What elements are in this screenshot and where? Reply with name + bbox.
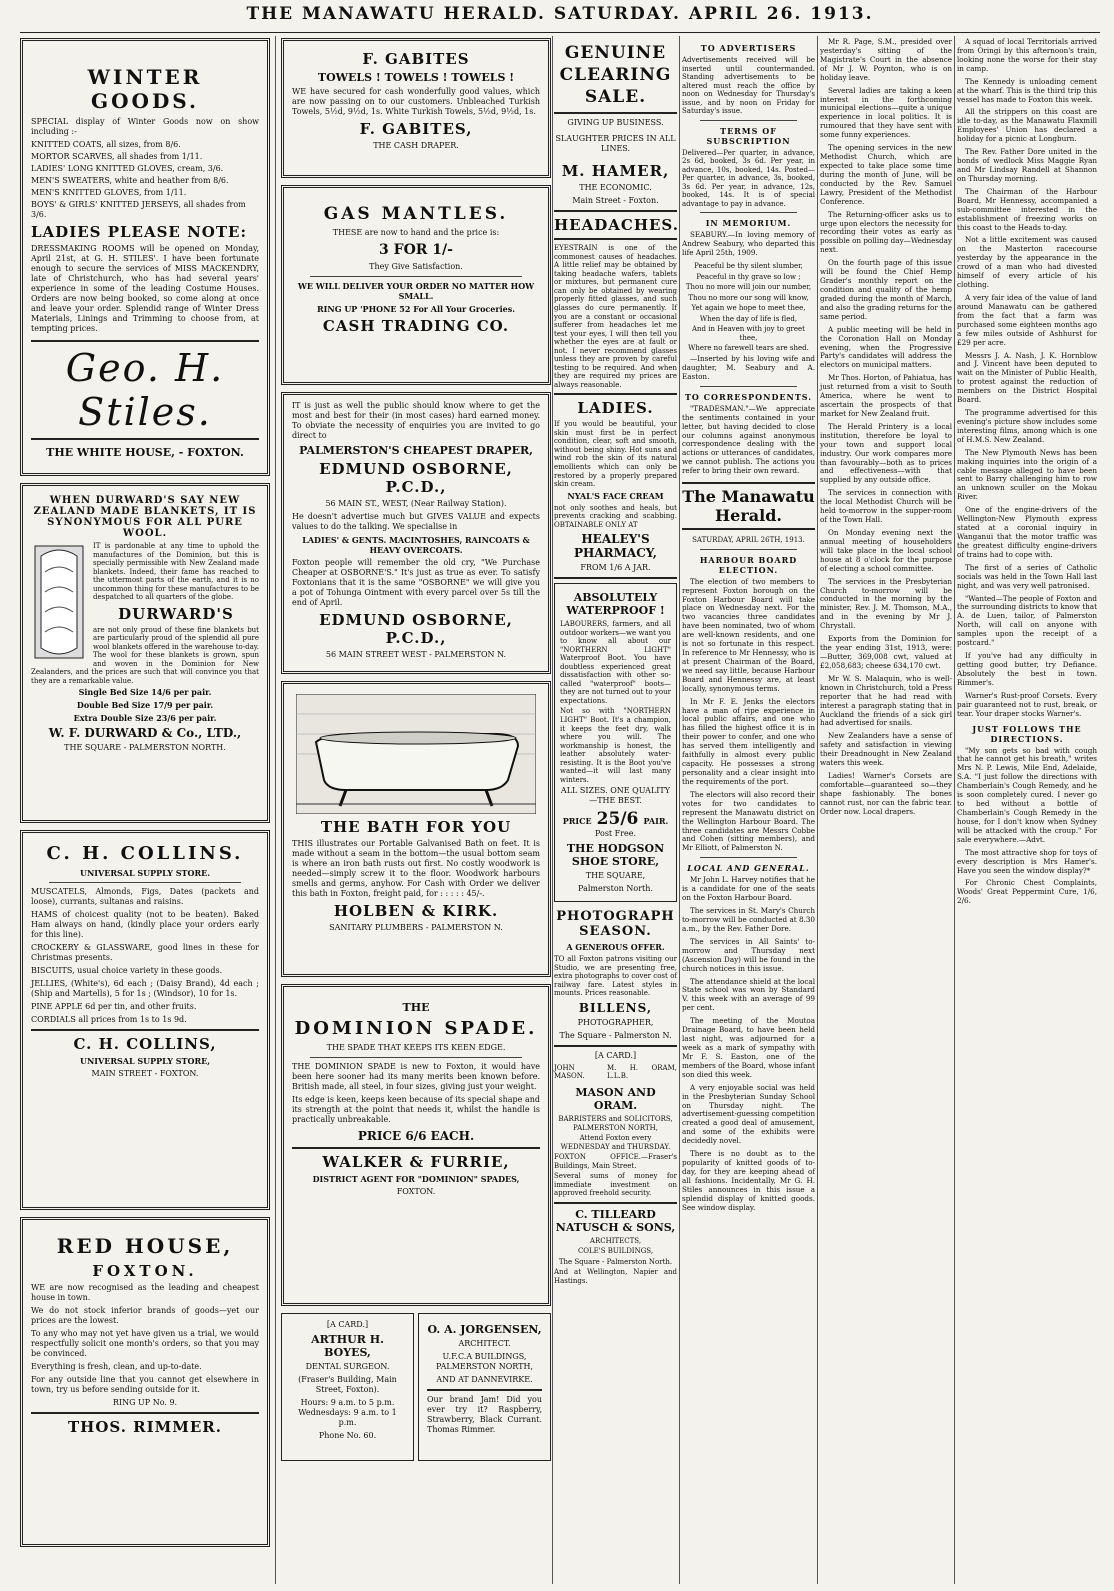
news-item: On Monday evening next the annual meeting of householders will take place in the local school house at 8 o'clock for the purpose of electing a school committee. <box>820 528 952 573</box>
news-item: Mr W. S. Malaquin, who is well-known in Christchurch, told a Press reporter that he had read with interest a paragraph stating that in Auckland the friends of a sick girl had advertised for snails. <box>820 673 952 728</box>
column-divider <box>679 36 680 1584</box>
follows-text: "My son gets so bad with cough that he cannot get his breath," writes Mrs N. P. Lewis, Mile End, Adelaide, S.A. "I just follow the directions with Chamberlain's Cough Remedy, and he is soon completely cured. I never go to bed without a bottle of Chamberlain's Cough Remedy in the house, for I don't know when Sydney will be attacked with the croup." For sale everywhere.—Advt. <box>957 745 1097 844</box>
durward-address: THE SQUARE - PALMERSTON NORTH. <box>64 743 226 753</box>
red-house-para: Everything is fresh, clean, and up-to-date. <box>31 1362 202 1371</box>
gabites-footer: F. GABITES, <box>359 120 473 138</box>
gabites-towels: TOWELS ! TOWELS ! TOWELS ! <box>317 71 515 84</box>
news-item: The services in the Presbyterian Church to-morrow will be conducted in the morning by the minister, Rev. J. M. Thomson, M.A., and in the evening by Mr J. Chrystall. <box>820 576 952 631</box>
collins-item: MUSCATELS, Almonds, Figs, Dates (packets and loose), currants, sultanas and raisins. <box>31 887 259 906</box>
card-row <box>281 1313 551 1461</box>
jorgensen-name: O. A. JORGENSEN, <box>427 1323 542 1336</box>
collins-item: PINE APPLE 6d per tin, and other fruits. <box>31 1002 197 1011</box>
gabites-footer-sub: THE CASH DRAPER. <box>373 141 459 150</box>
spade-price: PRICE 6/6 EACH. <box>357 1129 475 1143</box>
osborne-text-3: Foxton people will remember the old cry, "We Purchase Cheaper at OSBORNE'S." It's just as true as ever. To satisfy Foxtonians that it is the same "OSBORNE" we will give you a pot of Tohunga Ointment with every parcel over 5s till the end of April. <box>292 558 540 607</box>
mason-office: FOXTON OFFICE.—Fraser's Buildings, Main Street. <box>554 1153 677 1170</box>
harbour-para: The election of two members to represent Foxton borough on the Foxton Harbour Board will take place on Wednesday next. For the two vacancies three candidates have been nominated, two of whom are well-known residents, and one is not so fortunate in this respect. In reference to Mr Hennessy, who is at present Chairman of the Board, we need say little, because Harbour Board and Hennessy are, at least locally, synonymous terms. <box>682 576 815 693</box>
hodgson-square: THE SQUARE, <box>585 871 646 881</box>
pharmacy-price: FROM 1/6 A JAR. <box>580 563 651 573</box>
news-item: The attendance shield at the local State school was won by Standard V. this week with an average of 99 per cent. <box>682 976 815 1013</box>
boyes-role: DENTAL SURGEON. <box>305 1362 390 1371</box>
news-item: The New Plymouth News has been making inquiries into the origin of a cable message alleged to have been sent to Barry challenging him to row an unknown sculler on the Mokau River. <box>957 447 1097 502</box>
bath-ad <box>281 681 551 977</box>
news-item: A very fair idea of the value of land around Manawatu can be gathered from the fact that a farm was purchased some eighteen months ago a few miles outside of Ashhurst for £29 per acre. <box>957 292 1097 347</box>
red-house-title: RED HOUSE, <box>56 1234 234 1258</box>
spade-text-1: THE DOMINION SPADE is new to Foxton, it would have been here sooner had its many merits been known before. British made, all steel, in four sizes, giving just your weight. <box>292 1062 540 1091</box>
news-item: The first of a series of Catholic socials was held in the Town Hall last night, and was very well patronised. <box>957 562 1097 590</box>
news-item: Mr R. Page, S.M., presided over yesterday's sitting of the Magistrate's Court in the absence of Mr J. W. Poynton, who is on holiday leave. <box>820 37 952 82</box>
mason-card-label: [A CARD.] <box>594 1050 637 1060</box>
advertisers-title: TO ADVERTISERS <box>700 43 797 53</box>
news-item: Mr John L. Harvey notifies that he is a candidate for one of the seats on the Foxton Harbour Board. <box>682 875 815 903</box>
gas-satisfaction: They Give Satisfaction. <box>369 262 463 271</box>
john-mason: JOHN MASON. <box>554 1063 585 1081</box>
collins-item: CORDIALS all prices from 1s to 1s 9d. <box>31 1015 187 1024</box>
gas-ring: RING UP 'PHONE 52 For All Your Groceries. <box>317 304 515 314</box>
mason-names <box>554 1064 677 1083</box>
photo-offer: A GENEROUS OFFER. <box>566 942 665 953</box>
mason-money: Several sums of money for immediate investment on approved freehold security. <box>554 1172 677 1198</box>
column-1 <box>20 38 270 1554</box>
durward-ad <box>20 483 270 823</box>
red-house-owner: THOS. RIMMER. <box>68 1418 222 1436</box>
spade-title: DOMINION SPADE. <box>294 1018 538 1039</box>
divider <box>700 120 797 121</box>
divider <box>49 882 241 883</box>
durward-brand: DURWARD'S <box>118 604 234 623</box>
jorgensen-card <box>418 1313 551 1461</box>
billens-address: The Square - Palmerston N. <box>559 1030 672 1040</box>
durward-text-2: are not only proud of these fine blankets but are particularly proud of the splendid all pure wool blankets offered in the warehouse to-day. The wool for these blankets is grown, spun and woven in the Dominion for New Zealanders, and the prices are such that will convince you that they are a remarkable value. <box>31 625 259 685</box>
news-item: The Returning-officer asks us to urge upon electors the necessity for recording their votes as early as possible on polling day—Wednesday next. <box>820 209 952 255</box>
divider <box>700 857 797 858</box>
poem-line: Where no farewell tears are shed. <box>688 344 809 353</box>
jorgensen-address: U.F.C.A BUILDINGS, PALMERSTON NORTH, <box>435 1352 533 1371</box>
stiles-signature: Geo. H. Stiles. <box>31 340 259 440</box>
harbour-title: HARBOUR BOARD ELECTION. <box>699 554 798 575</box>
column-2 <box>281 38 551 1461</box>
boyes-address: (Fraser's Building, Main Street, Foxton). <box>298 1375 397 1394</box>
divider <box>554 238 677 240</box>
price-extra: Extra Double Size 23/6 per pair. <box>73 713 217 724</box>
osborne-text-2: He doesn't advertise much but GIVES VALUE and expects values to do the talking. We specialise in <box>292 512 540 531</box>
jorgensen-address-2: AND AT DANNEVIRKE. <box>436 1375 533 1384</box>
news-item: The services in All Saints' to-morrow and Thursday next (Ascension Day) will be found in the church notices in this issue. <box>682 936 815 973</box>
list-item: LADIES' LONG KNITTED GLOVES, cream, 3/6. <box>31 164 224 173</box>
ladies-text-1: If you would be beautiful, your skin must first be in perfect condition, clear, soft and smooth, without being shiny. Hot suns and wind rob the skin of its natural emollients which can only be restored by a properly prepared skin cream. <box>554 420 677 489</box>
correspondents-text: "TRADESMAN."—We appreciate the sentiments contained in your letter, but having decided to close our columns against anonymous correspondence dealing with the actions or utterances of candidates, we cannot publish. The actions you refer to bring their own reward. <box>682 403 815 476</box>
boyes-name: ARTHUR H. BOYES, <box>311 1333 384 1359</box>
billens-name: BILLENS, <box>578 1000 653 1015</box>
mason-role: BARRISTERS and SOLICITORS, PALMERSTON NORTH, <box>558 1114 673 1132</box>
collins-title: C. H. COLLINS. <box>46 843 244 864</box>
list-item: BOYS' & GIRLS' KNITTED JERSEYS, all shades from 3/6. <box>31 200 246 219</box>
waterproof-sizes: ALL SIZES. ONE QUALITY—THE BEST. <box>560 786 671 806</box>
column-divider <box>817 36 818 1584</box>
list-item: MORTOR SCARVES, all shades from 1/11. <box>31 152 203 161</box>
red-house-para: To any who may not yet have given us a trial, we would respectfully solicit one month's orders, so that you may be convinced. <box>31 1329 259 1358</box>
gas-price: 3 FOR 1/- <box>379 242 453 258</box>
white-house-footer: THE WHITE HOUSE, - FOXTON. <box>46 446 244 459</box>
news-item: Ladies! Warner's Corsets are comfortable—guaranteed so—they shape fashionably. The bones cannot rust, nor can the fabric tear. Order now. Local drapers. <box>820 771 952 816</box>
collins-item: JELLIES, (White's), 6d each ; (Daisy Brand), 4d each ; (Ship and Martells), 5 for 1s ; (Windsor), 10 for 1s. <box>31 979 259 998</box>
red-house-phone: RING UP No. 9. <box>112 1398 178 1407</box>
correspondents-title: TO CORRESPONDENTS. <box>684 391 813 402</box>
photo-text: TO all Foxton patrons visiting our Studio, we are presenting free, extra photographs to cover cost of railway fare. Latest styles in mounts. Prices reasonable. <box>554 955 677 998</box>
price-double: Double Bed Size 17/9 per pair. <box>76 700 214 711</box>
boot-price: 25/6 <box>596 809 639 830</box>
column-5 <box>820 38 952 821</box>
harbour-para: In Mr F. E. Jenks the electors have a man of ripe experience in local public affairs, and one who has filled the highest office it is in their power to confer, and one who has served them intelligently and faithfully in almost every public capacity. He possesses a strong personality and a clear insight into the requirements of the port. <box>682 696 815 786</box>
post-free: Post Free. <box>594 829 637 839</box>
news-item: The meeting of the Moutoa Drainage Board, to have been held last night, was adjourned for a week as a mark of sympathy with Mr F. S. Easton, one of the members of the Board, whose infant son died this week. <box>682 1016 815 1079</box>
spade-the: THE <box>402 1001 430 1014</box>
divider <box>700 212 797 213</box>
mason-firm: MASON AND ORAM. <box>575 1085 656 1112</box>
hamer-sub: THE ECONOMIC. <box>579 183 652 193</box>
oram-name: M. H. ORAM, L.L.B. <box>606 1063 677 1081</box>
collins-item: BISCUITS, usual choice variety in these goods. <box>31 966 223 975</box>
news-item: The opening services in the new Methodist Church, which are expected to take place some time during the month of June, will be conducted by the Rev. Samuel Lawry, President of the Methodist Conference. <box>820 143 952 206</box>
poem-line: When the day of life is fled, <box>699 314 798 323</box>
hodgson-town: Palmerston North. <box>578 884 653 894</box>
memoriam-end: —Inserted by his loving wife and daughter, M. Seabury and A. Easton. <box>682 353 815 381</box>
divider <box>31 1029 259 1031</box>
news-item: New Zealanders have a sense of safety and satisfaction in viewing their Dreadnought in New Zealand waters this week. <box>820 731 952 768</box>
news-item: The Kennedy is unloading cement at the wharf. This is the third trip this vessel has made to Foxton this week. <box>957 76 1097 104</box>
waterproof-text-1: LABOURERS, farmers, and all outdoor workers—we want you to know all about our "NORTHERN LIGHT" Waterproof Boot. You have doubtless experienced great dissatisfaction with other so-called "waterproof" boots—they are not turned out to your expectations. <box>560 620 671 705</box>
divider <box>310 1057 522 1058</box>
divider <box>554 112 677 114</box>
collins-ad <box>20 830 270 1210</box>
collins-item: CROCKERY & GLASSWARE, good lines in these for Christmas presents. <box>31 943 259 962</box>
osborne-name: EDMUND OSBORNE, P.C.D., <box>319 460 513 496</box>
follows-title: JUST FOLLOWS THE DIRECTIONS. <box>972 723 1082 744</box>
osborne-footer: EDMUND OSBORNE, P.C.D., <box>319 611 513 647</box>
divider <box>554 210 677 212</box>
hodgson-firm: THE HODGSON SHOE STORE, <box>566 842 665 869</box>
divider <box>427 1389 542 1391</box>
collins-item: HAMS of choicest quality (not to be beaten). Baked Ham always on hand, (kindly place your orders early for this line). <box>31 910 259 939</box>
divider <box>554 393 677 395</box>
healeys-pharmacy: HEALEY'S PHARMACY, <box>574 532 657 561</box>
tilleard-role: ARCHITECTS, <box>589 1236 642 1245</box>
osborne-special: LADIES' & GENTS. MACINTOSHES, RAINCOATS & HEAVY OVERCOATS. <box>302 535 530 555</box>
news-item: Exports from the Dominion for the year ending 31st, 1913, were: —Butter, 369,008 cwt, valued at £2,058,683; cheese 634,170 cwt. <box>820 634 952 670</box>
ladies-title: LADIES. <box>577 399 654 418</box>
genuine-giving: GIVING UP BUSINESS. <box>567 118 664 128</box>
divider <box>310 276 522 277</box>
spade-firm: WALKER & FURRIE, <box>322 1153 510 1171</box>
news-item: Several ladies are taking a keen interest in the forthcoming municipal elections—quite a unique experience in local politics. It is rumoured that they have sent with some funny experiences. <box>820 85 952 140</box>
poem-line: Thou no more will join our number, <box>685 283 812 292</box>
column-6 <box>957 38 1097 910</box>
news-item: A public meeting will be held in the Coronation Hall on Monday evening, when the Progressive Party's candidates will address the electors on municipal matters. <box>820 324 952 370</box>
news-item: All the strippers on this coast are idle to-day, as the Manawatu Flaxmill Employees' Union has declared a holiday for a picnic at Longburn. <box>957 107 1097 144</box>
durward-headline: WHEN DURWARD'S SAY NEW ZEALAND MADE BLANKETS, IT IS SYNONYMOUS FOR ALL PURE WOOL. <box>33 495 257 539</box>
news-item: Messrs J. A. Nash, J. K. Hornblow and J. Vincent have been deputed to wait on the Minister of Public Health, to protest against the reduction of members on the District Hospital Board. <box>957 350 1097 405</box>
news-item: The Herald Printery is a local institution, therefore be loyal to your town and support local industry. Our work compares more than favourably—both as to prices and effectiveness—with that supplied by any outside office. <box>820 421 952 485</box>
bath-subtitle: SANITARY PLUMBERS - PALMERSTON N. <box>329 923 503 932</box>
terms-text: Delivered—Per quarter, in advance, 2s 6d, booked, 3s 6d. Per year, in advance, 10s, booked, 14s. Posted—Per quarter, in advance, 3s, booked, 3s 6d. Per year, in advance, 12s, booked, 14s. It is of special advantage to pay in advance. <box>682 148 815 208</box>
column-4 <box>682 38 815 1217</box>
mason-attend: Attend Foxton every WEDNESDAY and THURSDAY. <box>560 1134 671 1151</box>
winter-items <box>31 140 259 220</box>
winter-title: WINTER GOODS. <box>87 65 203 113</box>
boyes-card-label: [A CARD.] <box>326 1320 369 1329</box>
genuine-slaughter: SLAUGHTER PRICES IN ALL LINES. <box>555 134 676 154</box>
bath-firm: HOLBEN & KIRK. <box>333 902 499 920</box>
dominion-spade-ad <box>281 984 551 1306</box>
advertisers-text: Advertisements received will be inserted until countermanded. Standing advertisements to be altered must reach the office by noon on Wednesday for Thursday's issue, and by noon on Friday for Saturday's issue. <box>682 56 815 116</box>
news-item: On the fourth page of this issue will be found the Chief Hemp Grader's monthly report on the condition and quality of the hemp graded during the month of March, and also the grading returns for the same period. <box>820 258 952 321</box>
waterproof-text-2: Not so with "NORTHERN LIGHT" Boot. It's a champion, it keeps the feet dry, walk where you will. The workmanship is honest, the leather absolutely water-resisting. It is the Boot you've wanted—it will last many winters. <box>560 707 671 784</box>
tilleard-address: The Square - Palmerston North. <box>558 1257 673 1266</box>
column-divider <box>954 36 955 1584</box>
genuine-title: GENUINE CLEARING SALE. <box>559 43 672 108</box>
masthead-rule <box>20 32 1100 33</box>
gas-title: GAS MANTLES. <box>323 204 509 224</box>
gabites-title: F. GABITES <box>362 50 470 68</box>
news-item: The Rev. Father Dore united in the bonds of wedlock Miss Maggie Ryan and Mr Lindsay Randell at Shannon on Thursday morning. <box>957 147 1097 183</box>
bath-text: THIS illustrates our Portable Galvanised Bath on feet. It is made without a seam in the bottom—the usual bottom seam is where an iron bath rusts out first. No costly woodwork is needed—simply screw it to the floor. Woodwork harbours smells and germs, anyhow. For Cash with Order we deliver this bath in Foxton, freight paid, for : : : : : 45/-. <box>292 839 540 898</box>
billens-role: PHOTOGRAPHER, <box>577 1017 654 1027</box>
blanket-illustration-icon <box>31 542 87 662</box>
boyes-card <box>281 1313 414 1461</box>
red-house-para: We do not stock inferior brands of goods—yet our prices are the lowest. <box>31 1306 259 1325</box>
red-house-ad <box>20 1217 270 1547</box>
column-divider <box>552 36 553 1584</box>
list-item: KNITTED COATS, all sizes, from 8/6. <box>31 140 181 149</box>
poem-line: And in Heaven with joy to greet thee, <box>691 325 805 342</box>
collins-firm-sub: UNIVERSAL SUPPLY STORE, <box>79 1056 210 1066</box>
winter-goods-ad <box>20 38 270 476</box>
headaches-text: EYESTRAIN is one of the commonest causes of headaches. A little relief may be obtained by taking headache wafers, tablets or mixtures, but permanent cure can only be obtained by wearing properly fitted glasses, and such glasses do cure permanently. If you are a constant or occasional sufferer from headaches let me test your eyes, I will then tell you whether the eyes are at fault or not. I never recommend glasses unless they are proven by careful testing to be required. And when they are required my prices are always reasonable. <box>554 244 677 389</box>
list-item: MEN'S SWEATERS, white and heather from 8/6. <box>31 176 229 185</box>
gas-firm: CASH TRADING CO. <box>322 317 510 335</box>
collins-subtitle: UNIVERSAL SUPPLY STORE. <box>79 868 210 878</box>
list-item: MEN'S KNITTED GLOVES, from 1/11. <box>31 188 187 197</box>
gas-text: THESE are now to hand and the price is: <box>332 228 500 237</box>
column-divider <box>275 36 276 1584</box>
poem-line: Thou no more our song will know, <box>688 293 809 302</box>
collins-address: MAIN STREET - FOXTON. <box>91 1069 199 1078</box>
headaches-title: HEADACHES. <box>554 216 679 235</box>
terms-title: TERMS OF SUBSCRIPTION <box>706 125 791 146</box>
gas-mantles-ad <box>281 185 551 385</box>
photo-title: PHOTOGRAPH SEASON. <box>556 909 675 940</box>
gas-deliver: WE WILL DELIVER YOUR ORDER NO MATTER HOW SMALL. <box>297 281 535 301</box>
news-item: There is no doubt as to the popularity of knitted goods of to-day, for they are keeping ahead of all fashions. Incidentally, Mr G. H. Stiles announces in this issue a splendid display of knitted goods. See window display. <box>682 1149 815 1212</box>
news-item: If you've had any difficulty in getting good butter, try Defiance. Absolutely the best in town. Rimmer's. <box>957 651 1097 687</box>
osborne-ad <box>281 392 551 674</box>
news-item: The programme advertised for this evening's picture show includes some interesting films, among which is one of H.M.S. New Zealand. <box>957 408 1097 444</box>
tilleard-name: C. TILLEARD NATUSCH & SONS, <box>555 1207 676 1234</box>
bath-illustration-icon <box>296 694 536 814</box>
tilleard-building: COLE'S BUILDINGS, <box>577 1247 654 1256</box>
ladies-note-title: LADIES PLEASE NOTE: <box>31 223 247 241</box>
tilleard-also: And at Wellington, Napier and Hastings. <box>554 1268 677 1285</box>
memoriam-title: IN MEMORIUM. <box>705 218 792 229</box>
hamer-name: M. HAMER, <box>561 162 670 181</box>
osborne-cheapest: PALMERSTON'S CHEAPEST DRAPER, <box>299 444 533 457</box>
jorgensen-role: ARCHITECT. <box>458 1339 511 1348</box>
news-item: The services in St. Mary's Church to-morrow will be conducted at 8.30 a.m., by the Rev. Father Dore. <box>682 906 815 933</box>
harbour-para: The electors will also record their votes for two candidates to represent the Manawatu district on the Wellington Harbour Board. The three candidates are Messrs Cobbe and Cohen (sitting members), and Mr Elliott, of Palmerston N. <box>682 789 815 853</box>
local-title: LOCAL AND GENERAL. <box>687 863 810 874</box>
spade-text-2: Its edge is keen, keeps keen because of its special shape and its strength at the point that needs it, whilst the handle is practically unbreakable. <box>292 1095 540 1124</box>
red-house-para: WE are now recognised as the leading and cheapest house in town. <box>31 1283 259 1302</box>
nyals-face-cream: NYAL'S FACE CREAM <box>567 490 664 501</box>
news-item: Not a little excitement was caused on the Masterton racecourse yesterday by the appearance in the crowd of a man who had divested himself of every article of his clothing. <box>957 235 1097 290</box>
red-house-subtitle: FOXTON. <box>92 1262 198 1280</box>
news-item: A squad of local Territorials arrived from Oringi by this afternoon's train, looking none the worse for their stay in camp. <box>957 37 1097 73</box>
osborne-address: 56 MAIN ST., WEST, (Near Railway Station). <box>325 499 507 508</box>
poem-line: Peaceful in thy grave so low ; <box>696 272 801 281</box>
durward-firm: W. F. DURWARD & Co., LTD., <box>48 726 242 741</box>
news-item: The services in connection with the local Methodist Church will be held to-morrow in the supper-room of the Town Hall. <box>820 488 952 525</box>
news-item: The Chairman of the Harbour Board, Mr Hennessy, accompanied a sub-committee interested in the establishment of freezing works on this coast to the Heads to-day. <box>957 186 1097 232</box>
poem-line: Peaceful be thy silent slumber, <box>694 262 803 271</box>
price-single: Single Bed Size 14/6 per pair. <box>78 687 212 698</box>
toys-notice: The most attractive shop for toys of every description is Mrs Hamer's. Have you seen the window display?* <box>957 847 1097 875</box>
collins-firm: C. H. COLLINS, <box>73 1035 217 1053</box>
hamer-address: Main Street - Foxton. <box>572 196 659 206</box>
divider <box>554 577 677 579</box>
osborne-intro: IT is just as well the public should know where to get the most and best for their (in most cases) hard earned money. To obviate the necessity of enquiries you are invited to go direct to <box>292 401 540 440</box>
boyes-phone: Phone No. 60. <box>318 1431 377 1440</box>
gabites-ad <box>281 38 551 178</box>
spade-town: FOXTON. <box>396 1187 436 1196</box>
waterproof-ad <box>554 583 677 902</box>
news-item: "Wanted—The people of Foxton and the surrounding districts to know that A. de Luen, tailor, of Palmerston North, will call on anyone with samples upon the receipt of a postcard." <box>957 593 1097 648</box>
divider <box>554 1202 677 1204</box>
red-house-para: For any outside line that you cannot get elsewhere in town, try us before sending outside for it. <box>31 1375 259 1394</box>
news-item: Warner's Rust-proof Corsets. Every pair guaranteed not to rust, break, or tear. Your draper stocks Warner's. <box>957 690 1097 718</box>
bath-title: THE BATH FOR YOU <box>320 818 512 836</box>
ladies-note-text: DRESSMAKING ROOMS will be opened on Monday, April 21st, at G. H. STILES'. I have been fortunate enough to secure the services of MISS MACKENDRY, late of Christchurch, who has had several years' experience in some of the leading Costume Houses. Orders are now being booked, so come along at once and leave your order. Splendid range of Winter Dress Materials, Linings and Trimming to choose from, at tempting prices. <box>31 244 259 333</box>
divider <box>554 1045 677 1047</box>
spade-agent: DISTRICT AGENT FOR "DOMINION" SPADES, <box>312 1174 520 1184</box>
news-item: One of the engine-drivers of the Wellington-New Plymouth express stated at a coronial inquiry in Wanganui that the motor traffic was the greatest difficulty engine-drivers of trains had to cope with. <box>957 505 1097 559</box>
ladies-text-2: not only soothes and heals, but prevents cracking and scabbing. OBTAINABLE ONLY AT <box>554 503 677 529</box>
issue-date: SATURDAY, APRIL 26TH, 1913. <box>692 536 805 545</box>
divider <box>700 549 797 550</box>
news-item: A very enjoyable social was held in the Presbyterian Sunday School on Thursday night. The advertisement-guessing competition created a good deal of amusement, and some of the exhibits were decidedly novel. <box>682 1082 815 1146</box>
spade-subtitle: THE SPADE THAT KEEPS ITS KEEN EDGE. <box>326 1043 506 1052</box>
poem-line: Yet again we hope to meet thee, <box>691 304 806 313</box>
chronic-notice: For Chronic Chest Complaints, Woods' Great Peppermint Cure, 1/6, 2/6. <box>957 878 1097 906</box>
winter-intro: SPECIAL display of Winter Goods now on show including :- <box>31 117 259 136</box>
herald-title: The Manawatu Herald. <box>682 482 815 530</box>
news-item: Mr Thos. Horton, of Pahiatua, has just returned from a visit to South America, where he went to ascertain the prospects of that market for New Zealand fruit. <box>820 373 952 418</box>
rimmer-jam-notice: Our brand Jam! Did you ever try it? Raspberry, Strawberry, Black Currant. Thomas Rimmer. <box>427 1395 542 1434</box>
memoriam-text: SEABURY.—In loving memory of Andrew Seabury, who departed this life April 25th, 1909. <box>682 230 815 258</box>
price-label: PRICE <box>562 816 592 827</box>
boyes-hours: Hours: 9 a.m. to 5 p.m. Wednesdays: 9 a.m. to 1 p.m. <box>298 1398 397 1427</box>
column-3 <box>554 38 677 1287</box>
osborne-footer-address: 56 MAIN STREET WEST - PALMERSTON N. <box>325 650 507 659</box>
masthead: THE MANAWATU HERALD. SATURDAY. APRIL 26. 1913. <box>246 4 874 24</box>
divider <box>31 1412 259 1414</box>
gabites-text: WE have secured for cash wonderfully good values, which are now passing on to our customers. Unbleached Turkish Towels, 5½d, 9½d, 1s. White Turkish Towels, 5½d, 9½d, 1s. <box>292 87 540 116</box>
waterproof-price-line <box>560 809 671 829</box>
divider <box>700 386 797 387</box>
divider <box>292 1147 540 1149</box>
waterproof-title: ABSOLUTELY WATERPROOF ! <box>566 591 665 618</box>
durward-text-1: IT is pardonable at any time to uphold the manufactures of the Dominion, but this is specially permissible with New Zealand made blankets. Indeed, their fame has reached to the uttermost parts of the earth, and it is no uncommon thing for these manufactures to be despatched to all quarters of the globe. <box>93 542 259 602</box>
pair-label: PAIR. <box>643 816 669 827</box>
